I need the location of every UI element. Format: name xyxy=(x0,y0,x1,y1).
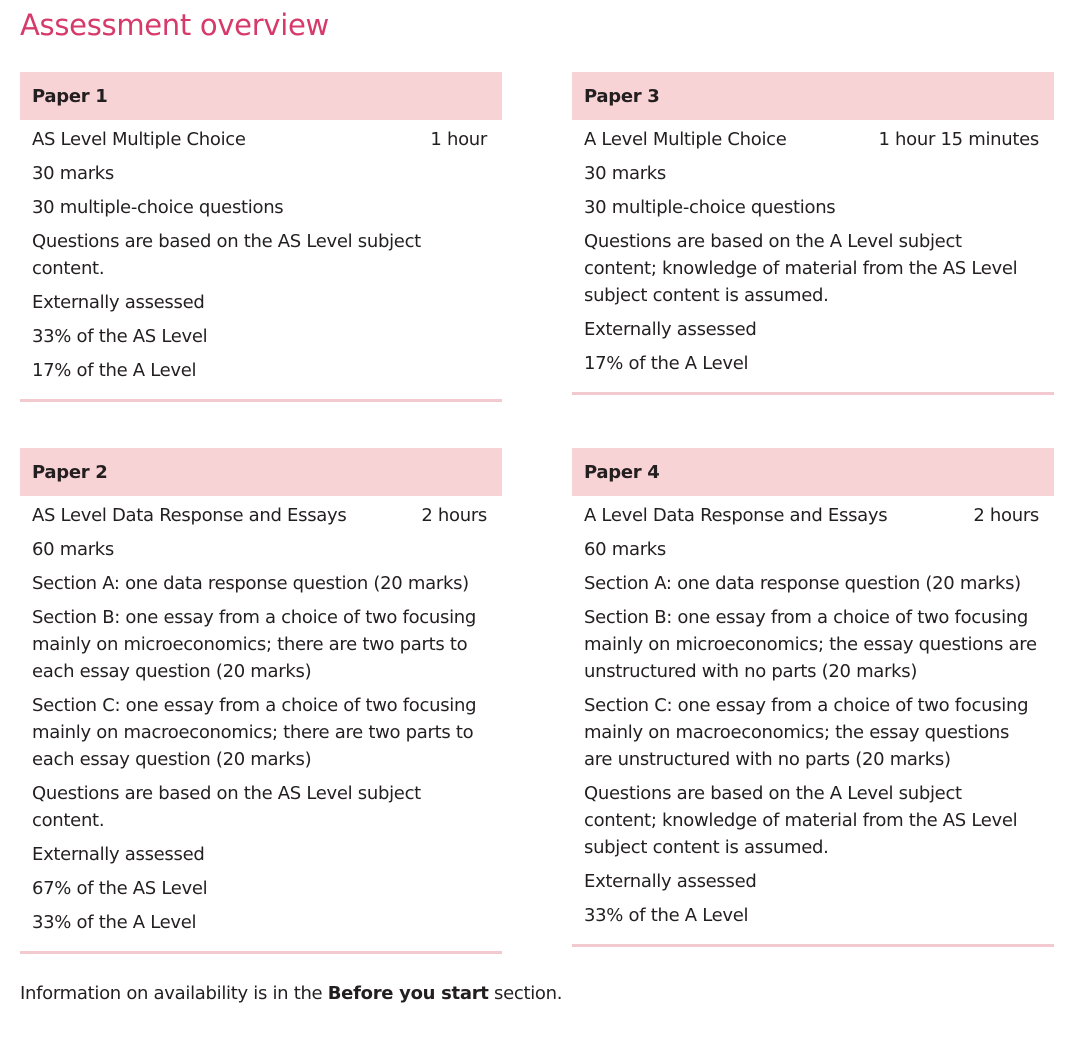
paper-2-detail: Questions are based on the AS Level subject content. xyxy=(32,783,421,831)
paper-2-name: AS Level Data Response and Essays xyxy=(32,505,347,526)
paper-2-detail: 67% of the AS Level xyxy=(32,878,208,899)
paper-1-name: AS Level Multiple Choice xyxy=(32,129,246,150)
paper-1-card xyxy=(20,72,502,402)
paper-2-duration: 2 hours xyxy=(421,505,487,526)
paper-1-detail: 33% of the AS Level xyxy=(32,326,208,347)
paper-1-detail: 17% of the A Level xyxy=(32,360,197,381)
paper-4-header: Paper 4 xyxy=(572,448,1054,496)
paper-3-header: Paper 3 xyxy=(572,72,1054,120)
paper-1-detail: 30 marks xyxy=(32,163,114,184)
paper-2-detail: Section C: one essay from a choice of two focusing mainly on macroeconomics; there are two parts to each essay question (20 marks) xyxy=(32,695,477,770)
paper-1-detail: 30 multiple-choice questions xyxy=(32,197,284,218)
paper-4-detail: 60 marks xyxy=(584,539,666,560)
before-you-start-reference: Before you start xyxy=(327,983,489,1004)
availability-note-prefix: Information on availability is in the xyxy=(20,983,328,1004)
paper-4-detail: 33% of the A Level xyxy=(584,905,749,926)
paper-2-detail: Externally assessed xyxy=(32,844,205,865)
availability-note-suffix: section. xyxy=(488,983,563,1004)
paper-2-card xyxy=(20,448,502,954)
paper-2-header: Paper 2 xyxy=(20,448,502,496)
paper-3-card xyxy=(572,72,1054,395)
paper-2-detail: Section B: one essay from a choice of two focusing mainly on microeconomics; there are two parts to each essay question (20 marks) xyxy=(32,607,477,682)
paper-1-body xyxy=(20,120,502,399)
paper-3-detail: 17% of the A Level xyxy=(584,353,749,374)
paper-4-body xyxy=(572,496,1054,944)
paper-2-detail: 60 marks xyxy=(32,539,114,560)
paper-4-detail: Externally assessed xyxy=(584,871,757,892)
paper-3-detail: Externally assessed xyxy=(584,319,757,340)
paper-4-title-row xyxy=(584,502,1039,529)
paper-1-duration: 1 hour xyxy=(430,129,487,150)
paper-3-detail: Questions are based on the A Level subject content; knowledge of material from the AS Level subject content is assumed. xyxy=(584,231,1018,306)
paper-3-title-row xyxy=(584,126,1039,153)
paper-4-detail: Questions are based on the A Level subject content; knowledge of material from the AS Level subject content is assumed. xyxy=(584,783,1018,858)
paper-4-duration: 2 hours xyxy=(973,505,1039,526)
paper-4-name: A Level Data Response and Essays xyxy=(584,505,888,526)
paper-3-detail: 30 marks xyxy=(584,163,666,184)
paper-2-body xyxy=(20,496,502,951)
paper-3-duration: 1 hour 15 minutes xyxy=(878,129,1039,150)
page-title: Assessment overview xyxy=(20,8,329,42)
paper-3-body xyxy=(572,120,1054,392)
paper-4-detail: Section A: one data response question (20 marks) xyxy=(584,573,1021,594)
paper-2-detail: 33% of the A Level xyxy=(32,912,197,933)
paper-1-detail: Externally assessed xyxy=(32,292,205,313)
availability-note xyxy=(20,983,562,1004)
paper-1-header: Paper 1 xyxy=(20,72,502,120)
paper-2-title-row xyxy=(32,502,487,529)
paper-4-detail: Section C: one essay from a choice of two focusing mainly on macroeconomics; the essay questions are unstructured with no parts (20 marks) xyxy=(584,695,1029,770)
paper-4-detail: Section B: one essay from a choice of two focusing mainly on microeconomics; the essay questions are unstructured with no parts (20 marks) xyxy=(584,607,1037,682)
paper-4-card xyxy=(572,448,1054,947)
paper-1-title-row xyxy=(32,126,487,153)
paper-2-detail: Section A: one data response question (20 marks) xyxy=(32,573,469,594)
paper-3-detail: 30 multiple-choice questions xyxy=(584,197,836,218)
paper-3-name: A Level Multiple Choice xyxy=(584,129,787,150)
paper-1-detail: Questions are based on the AS Level subject content. xyxy=(32,231,421,279)
